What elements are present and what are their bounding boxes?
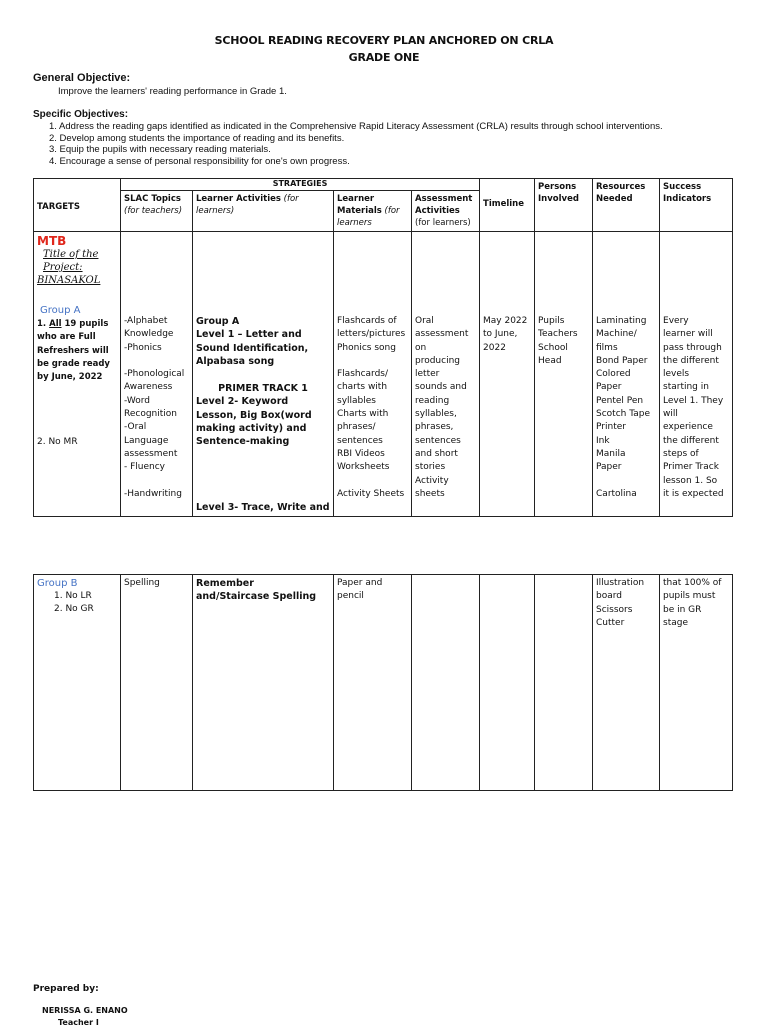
target-b-1: 1. No LR [54,591,92,601]
header-materials: Learner Materials (for learners [334,191,412,232]
header-timeline: Timeline [480,179,535,232]
preparer-name: NERISSA G. ENANO [42,1006,128,1015]
targets-cell [34,232,121,517]
target-1: 1. All 19 pupils who are Full Refreshers will be grade ready by June, 2022 [37,319,110,383]
persons-cell: Pupils Teachers School Head [535,232,593,517]
objective-item: 2. Develop among students the importance of reading and its benefits. [49,132,345,144]
targets-cell-b [34,575,121,791]
header-slac: SLAC Topics (for teachers) [121,191,193,232]
preparer-position: Teacher I [58,1018,99,1027]
specific-objectives-list [49,121,663,167]
success-cell: Every learner will pass through the different levels starting in Level 1. They will experience the different steps of Primer Track lesson 1. So it is expected [660,232,733,517]
prepared-by-label: Prepared by: [33,984,99,994]
materials-cell-b: Paper and pencil [334,575,412,791]
recovery-plan-table [33,178,733,517]
activity-level-1: Level 1 – Letter and Sound Identification, Alpabasa song [196,329,309,367]
header-targets: TARGETS [34,179,121,232]
project-label: Title of the Project: [43,249,99,273]
activity-primer-track: PRIMER TRACK 1 [218,383,308,395]
document-subtitle: GRADE ONE [348,51,420,64]
target-b-2: 2. No GR [54,604,94,615]
general-objective-text: Improve the learners' reading performance in Grade 1. [58,86,287,97]
timeline-cell-b [480,575,535,791]
header-strategies: STRATEGIES [121,179,480,191]
group-a-label: Group A [40,305,81,316]
resources-cell-b: Illustration board Scissors Cutter [593,575,660,791]
header-persons: Persons Involved [535,179,593,232]
timeline-cell: May 2022 to June, 2022 [480,232,535,517]
specific-objectives-label: Specific Objectives: [33,109,129,120]
header-assessment: Assessment Activities (for learners) [412,191,480,232]
assessment-cell-b [412,575,480,791]
slac-cell-b: Spelling [121,575,193,791]
general-objective-label: General Objective: [33,72,131,84]
slac-cell: -Alphabet Knowledge -Phonics -Phonological Awareness -Word Recognition -Oral Language assessment - Fluency -Handwriting [121,232,193,517]
activities-cell [193,232,334,517]
persons-cell-b [535,575,593,791]
activity-level-2: Level 2- Keyword Lesson, Big Box(word making activity) and Sentence-making [196,396,312,448]
resources-cell: Laminating Machine/ films Bond Paper Colored Paper Pentel Pen Scotch Tape Printer Ink Manila Paper Cartolina [593,232,660,517]
activities-cell-b: Remember and/Staircase Spelling [193,575,334,791]
document-title: SCHOOL READING RECOVERY PLAN ANCHORED ON CRLA [214,34,554,47]
materials-cell: Flashcards of letters/pictures Phonics song Flashcards/ charts with syllables Charts with phrases/ sentences RBI Videos Worksheets Activity Sheets [334,232,412,517]
recovery-plan-table-continued [33,574,733,791]
success-cell-b: that 100% of pupils must be in GR stage [660,575,733,791]
assessment-cell: Oral assessment on producing letter sounds and reading syllables, phrases, sentences and short stories Activity sheets [412,232,480,517]
header-resources: Resources Needed [593,179,660,232]
target-2: 2. No MR [37,437,78,448]
project-name: BINASAKOL [37,275,101,286]
objective-item: 3. Equip the pupils with necessary reading materials. [49,144,271,155]
activity-group: Group A [196,316,240,327]
subject-label: MTB [37,234,67,248]
objective-item: 4. Encourage a sense of personal responsibility for one's own progress. [49,155,350,167]
activity-level-3: Level 3- Trace, Write and [196,501,330,513]
objective-item: 1. Address the reading gaps identified as indicated in the Comprehensive Rapid Literacy Assessment (CRLA) results through school interventions. [49,121,663,132]
group-b-label: Group B [37,578,78,589]
header-success: Success Indicators [660,179,733,232]
header-activities: Learner Activities (for learners) [193,191,334,232]
